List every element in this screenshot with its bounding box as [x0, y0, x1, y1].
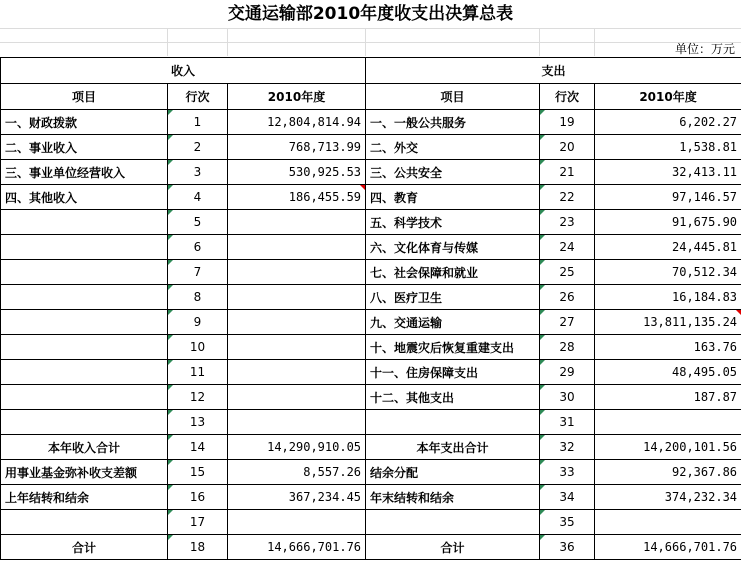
income-item-cell[interactable]: [1, 310, 168, 335]
expense-item-header[interactable]: 项目: [366, 84, 540, 110]
column-gridline: [167, 28, 168, 56]
expense-item-cell[interactable]: 八、医疗卫生: [366, 285, 540, 310]
table-row: [1, 235, 741, 260]
income-item-cell[interactable]: [1, 285, 168, 310]
expense-line-cell[interactable]: 31: [540, 410, 595, 435]
budget-table: [0, 57, 741, 560]
expense-line-cell[interactable]: 36: [540, 535, 595, 560]
column-gridline: [539, 28, 540, 56]
expense-item-cell[interactable]: 四、教育: [366, 185, 540, 210]
empty-row-line: [0, 28, 741, 29]
expense-line-cell[interactable]: 29: [540, 360, 595, 385]
income-line-cell[interactable]: 8: [168, 285, 228, 310]
expense-value-cell[interactable]: 70,512.34: [595, 260, 741, 285]
expense-line-header[interactable]: 行次: [540, 84, 595, 110]
table-row: [1, 135, 741, 160]
income-line-cell[interactable]: 18: [168, 535, 228, 560]
table-row: [1, 260, 741, 285]
income-section-header[interactable]: 收入: [1, 58, 366, 84]
expense-value-cell[interactable]: 14,666,701.76: [595, 535, 741, 560]
expense-line-cell[interactable]: 34: [540, 485, 595, 510]
income-line-cell[interactable]: 9: [168, 310, 228, 335]
income-item-cell[interactable]: [1, 335, 168, 360]
income-line-cell[interactable]: 1: [168, 110, 228, 135]
expense-value-cell[interactable]: 187.87: [595, 385, 741, 410]
income-value-cell[interactable]: [228, 210, 366, 235]
income-item-cell[interactable]: 一、财政拨款: [1, 110, 168, 135]
income-line-cell[interactable]: 7: [168, 260, 228, 285]
column-gridline: [594, 28, 595, 56]
table-row: [1, 485, 741, 510]
income-item-cell[interactable]: 本年收入合计: [1, 435, 168, 460]
income-line-cell[interactable]: 6: [168, 235, 228, 260]
expense-line-cell[interactable]: 27: [540, 310, 595, 335]
expense-value-cell[interactable]: 48,495.05: [595, 360, 741, 385]
income-value-cell[interactable]: [228, 385, 366, 410]
expense-line-cell[interactable]: 24: [540, 235, 595, 260]
expense-line-cell[interactable]: 19: [540, 110, 595, 135]
expense-item-cell[interactable]: 本年支出合计: [366, 435, 540, 460]
expense-line-cell[interactable]: 32: [540, 435, 595, 460]
expense-value-cell[interactable]: 32,413.11: [595, 160, 741, 185]
expense-value-cell[interactable]: [595, 410, 741, 435]
income-line-cell[interactable]: 17: [168, 510, 228, 535]
income-line-cell[interactable]: 5: [168, 210, 228, 235]
income-value-cell[interactable]: 12,804,814.94: [228, 110, 366, 135]
income-value-cell[interactable]: 367,234.45: [228, 485, 366, 510]
income-value-cell[interactable]: 768,713.99: [228, 135, 366, 160]
expense-line-cell[interactable]: 22: [540, 185, 595, 210]
expense-line-cell[interactable]: 33: [540, 460, 595, 485]
table-row: [1, 160, 741, 185]
expense-value-cell[interactable]: 374,232.34: [595, 485, 741, 510]
expense-line-cell[interactable]: 30: [540, 385, 595, 410]
table-row: [1, 360, 741, 385]
income-item-cell[interactable]: [1, 385, 168, 410]
expense-value-cell[interactable]: 16,184.83: [595, 285, 741, 310]
income-line-cell[interactable]: 2: [168, 135, 228, 160]
table-row: [1, 185, 741, 210]
table-row: [1, 285, 741, 310]
expense-item-cell[interactable]: 三、公共安全: [366, 160, 540, 185]
table-row: [1, 410, 741, 435]
expense-line-cell[interactable]: 26: [540, 285, 595, 310]
expense-value-cell[interactable]: 1,538.81: [595, 135, 741, 160]
expense-value-cell[interactable]: 92,367.86: [595, 460, 741, 485]
expense-section-header[interactable]: 支出: [366, 58, 741, 84]
income-value-cell[interactable]: 14,666,701.76: [228, 535, 366, 560]
expense-value-cell[interactable]: 163.76: [595, 335, 741, 360]
empty-row-line: [0, 42, 741, 43]
income-line-cell[interactable]: 16: [168, 485, 228, 510]
section-row: [1, 58, 741, 84]
income-item-cell[interactable]: [1, 235, 168, 260]
expense-value-cell[interactable]: 91,675.90: [595, 210, 741, 235]
income-value-cell[interactable]: 8,557.26: [228, 460, 366, 485]
expense-item-cell[interactable]: 五、科学技术: [366, 210, 540, 235]
expense-line-cell[interactable]: 20: [540, 135, 595, 160]
expense-item-cell[interactable]: 十一、住房保障支出: [366, 360, 540, 385]
income-line-cell[interactable]: 14: [168, 435, 228, 460]
table-row: [1, 110, 741, 135]
table-row: [1, 310, 741, 335]
table-row: [1, 535, 741, 560]
header-row: [1, 84, 741, 110]
income-value-cell[interactable]: [228, 410, 366, 435]
column-gridline: [227, 28, 228, 56]
expense-value-cell[interactable]: 14,200,101.56: [595, 435, 741, 460]
expense-item-cell[interactable]: 六、文化体育与传媒: [366, 235, 540, 260]
expense-line-cell[interactable]: 28: [540, 335, 595, 360]
income-line-cell[interactable]: 12: [168, 385, 228, 410]
expense-item-cell[interactable]: [366, 510, 540, 535]
expense-item-cell[interactable]: 七、社会保障和就业: [366, 260, 540, 285]
expense-item-cell[interactable]: 一、一般公共服务: [366, 110, 540, 135]
income-value-cell[interactable]: 14,290,910.05: [228, 435, 366, 460]
income-item-cell[interactable]: [1, 210, 168, 235]
income-value-cell[interactable]: [228, 285, 366, 310]
income-item-header[interactable]: 项目: [1, 84, 168, 110]
income-value-cell[interactable]: [228, 310, 366, 335]
expense-value-cell[interactable]: 97,146.57: [595, 185, 741, 210]
expense-item-cell[interactable]: 九、交通运输: [366, 310, 540, 335]
income-item-cell[interactable]: 上年结转和结余: [1, 485, 168, 510]
expense-item-cell[interactable]: 十、地震灾后恢复重建支出: [366, 335, 540, 360]
income-line-header[interactable]: 行次: [168, 84, 228, 110]
income-item-cell[interactable]: [1, 260, 168, 285]
income-value-cell[interactable]: [228, 360, 366, 385]
expense-line-cell[interactable]: 35: [540, 510, 595, 535]
expense-value-cell[interactable]: 13,811,135.24: [595, 310, 741, 335]
column-gridline: [365, 28, 366, 56]
table-row: [1, 210, 741, 235]
unit-label: 单位：万元: [674, 42, 735, 56]
income-value-cell[interactable]: 186,455.59: [228, 185, 366, 210]
income-line-cell[interactable]: 3: [168, 160, 228, 185]
table-row: [1, 460, 741, 485]
income-item-cell[interactable]: 四、其他收入: [1, 185, 168, 210]
expense-line-cell[interactable]: 21: [540, 160, 595, 185]
income-value-cell[interactable]: [228, 260, 366, 285]
income-item-cell[interactable]: [1, 360, 168, 385]
expense-value-cell[interactable]: 24,445.81: [595, 235, 741, 260]
income-value-cell[interactable]: [228, 335, 366, 360]
expense-value-cell[interactable]: 6,202.27: [595, 110, 741, 135]
income-item-cell[interactable]: [1, 410, 168, 435]
income-line-cell[interactable]: 11: [168, 360, 228, 385]
expense-item-cell[interactable]: [366, 410, 540, 435]
income-value-cell[interactable]: [228, 235, 366, 260]
expense-item-cell[interactable]: 年末结转和结余: [366, 485, 540, 510]
expense-item-cell[interactable]: 十二、其他支出: [366, 385, 540, 410]
income-line-cell[interactable]: 13: [168, 410, 228, 435]
expense-item-cell[interactable]: 合计: [366, 535, 540, 560]
income-year-header[interactable]: 2010年度: [228, 84, 366, 110]
table-row: [1, 435, 741, 460]
income-item-cell[interactable]: 三、事业单位经营收入: [1, 160, 168, 185]
table-row: [1, 335, 741, 360]
income-value-cell[interactable]: 530,925.53: [228, 160, 366, 185]
income-line-cell[interactable]: 10: [168, 335, 228, 360]
income-line-cell[interactable]: 4: [168, 185, 228, 210]
expense-line-cell[interactable]: 23: [540, 210, 595, 235]
expense-line-cell[interactable]: 25: [540, 260, 595, 285]
expense-value-cell[interactable]: [595, 510, 741, 535]
expense-item-cell[interactable]: 二、外交: [366, 135, 540, 160]
income-item-cell[interactable]: [1, 510, 168, 535]
income-line-cell[interactable]: 15: [168, 460, 228, 485]
expense-item-cell[interactable]: 结余分配: [366, 460, 540, 485]
table-row: [1, 385, 741, 410]
table-title: 交通运输部2010年度收支出决算总表: [227, 4, 514, 24]
income-item-cell[interactable]: 用事业基金弥补收支差额: [1, 460, 168, 485]
expense-year-header[interactable]: 2010年度: [595, 84, 741, 110]
income-value-cell[interactable]: [228, 510, 366, 535]
income-item-cell[interactable]: 合计: [1, 535, 168, 560]
table-row: [1, 510, 741, 535]
income-item-cell[interactable]: 二、事业收入: [1, 135, 168, 160]
